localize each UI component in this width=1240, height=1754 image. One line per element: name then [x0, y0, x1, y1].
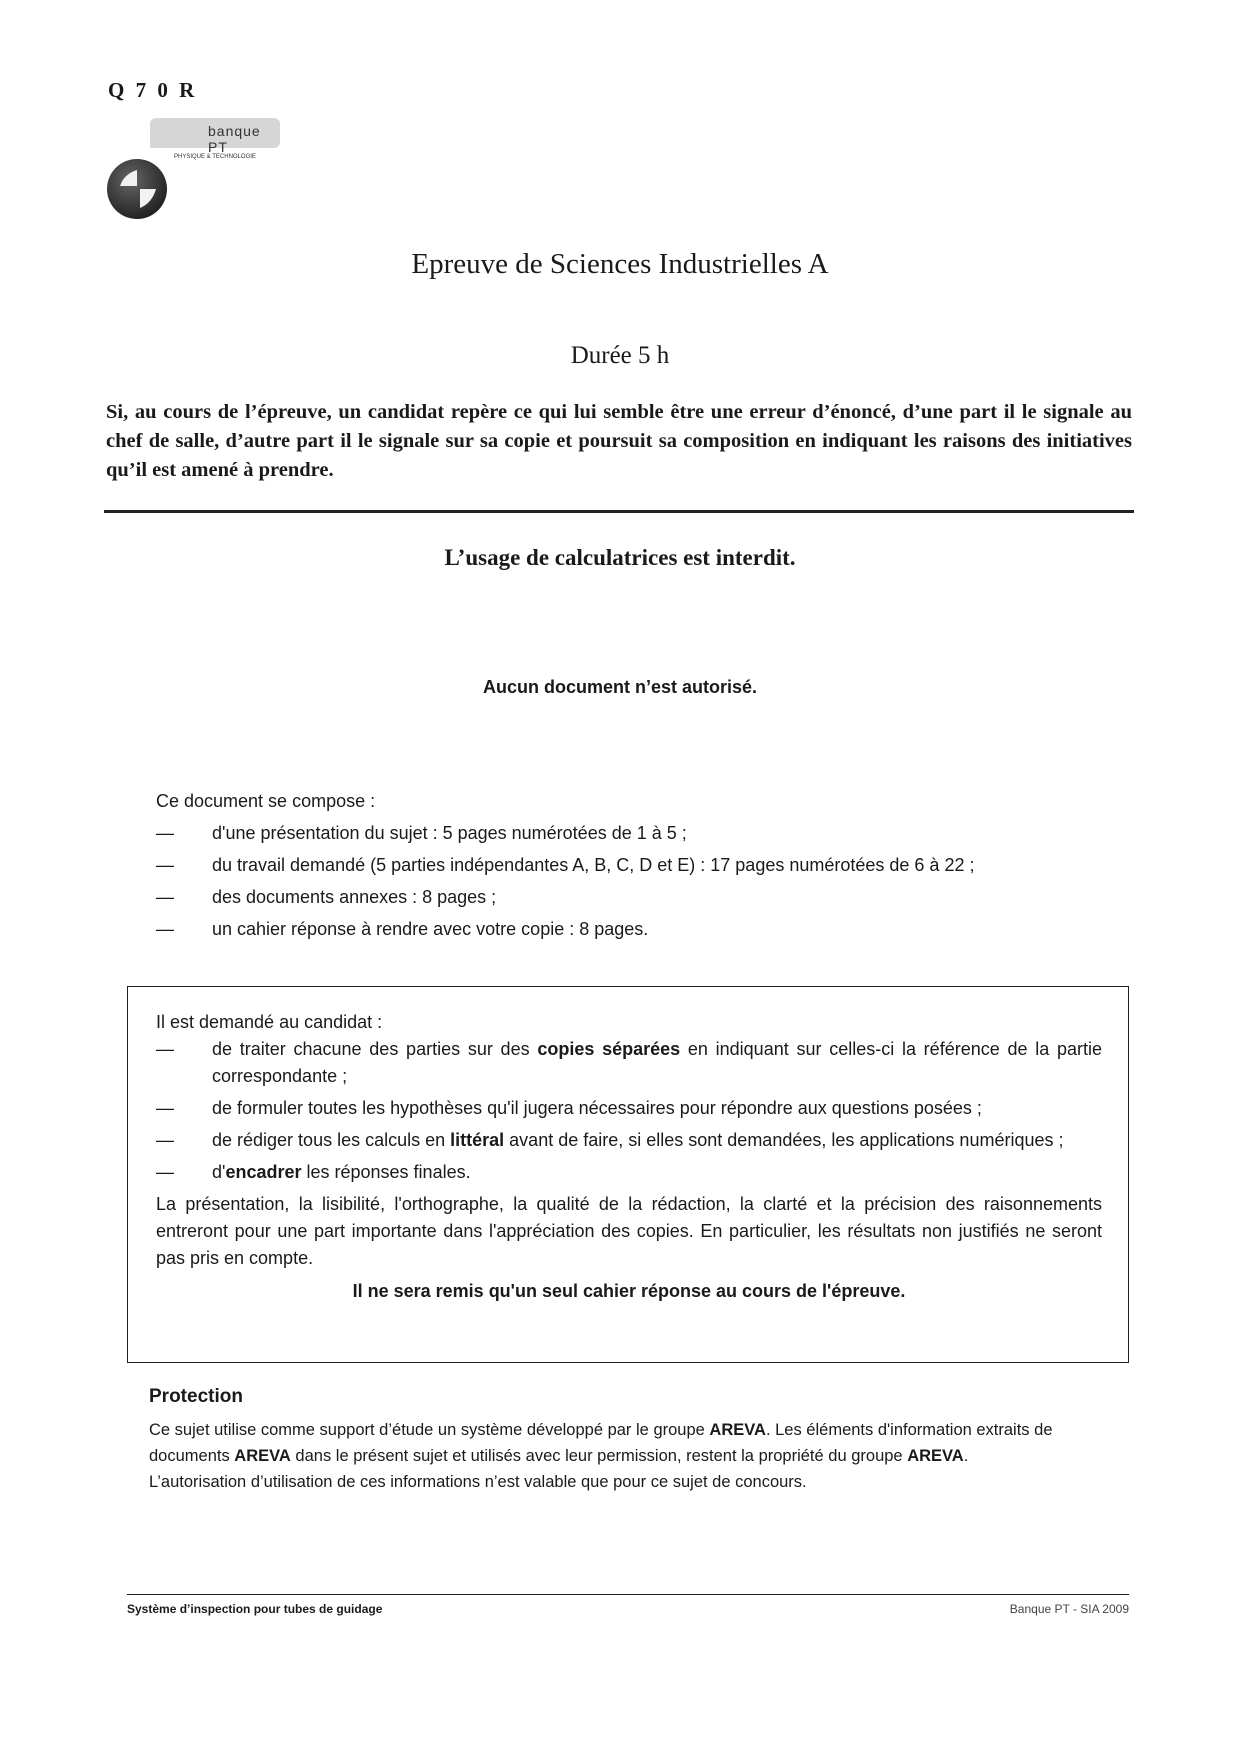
instruction-text [212, 1127, 1102, 1154]
page-title: Epreuve de Sciences Industrielles A [411, 248, 829, 280]
list-item [156, 881, 1116, 913]
text-part: Ce sujet utilise comme support d’étude un système développé par le groupe [149, 1421, 710, 1439]
text-part: en indiquant sur celles-ci la référence de la partie correspondante ; [212, 1039, 1102, 1086]
list-dash: — [156, 919, 174, 939]
list-dash: — [156, 855, 174, 875]
list-dash: — [156, 1098, 174, 1118]
instructions-content [156, 1009, 1102, 1305]
list-dash: — [156, 1162, 174, 1182]
list-dash: — [156, 823, 174, 843]
calculator-notice: L’usage de calculatrices est interdit. [444, 545, 796, 570]
evaluation-paragraph: La présentation, la lisibilité, l'orthographe, la qualité de la rédaction, la clarté et la précision des raisonnements entreront pour une part importante dans l'appréciation des copies. En particulier, les résultats non justifiés ne seront pas pris en compte. [156, 1194, 1102, 1268]
instruction-text: de formuler toutes les hypothèses qu'il jugera nécessaires pour répondre aux questions posées ; [212, 1098, 982, 1118]
logo-badge [150, 118, 280, 155]
text-part: les réponses finales. [301, 1162, 471, 1182]
closing-notice: Il ne sera remis qu'un seul cahier réponse au cours de l'épreuve. [352, 1281, 906, 1301]
text-part: . Les éléments d'information extraits de documents [149, 1421, 1053, 1465]
logo-name: banque PT [208, 123, 261, 155]
error-notice: Si, au cours de l’épreuve, un candidat repère ce qui lui semble être une erreur d’énoncé, d’une part il le signale au chef de salle, d’autre part il le signale sur sa copie et poursuit sa composition en indiquant les raisons des initiatives qu’il est amené à prendre. [106, 401, 1132, 481]
authorization-line: L’autorisation d’utilisation de ces informations n’est valable que pour ce sujet de concours. [149, 1473, 807, 1491]
list-item-text: un cahier réponse à rendre avec votre copie : 8 pages. [212, 919, 649, 939]
instructions-box [127, 986, 1129, 1363]
composition-intro: Ce document se compose : [156, 791, 376, 811]
list-item [156, 849, 1116, 881]
instruction-item [156, 1127, 1102, 1154]
list-item-text: d'une présentation du sujet : 5 pages numérotées de 1 à 5 ; [212, 823, 687, 843]
instructions-intro: Il est demandé au candidat : [156, 1012, 383, 1032]
list-item-text: des documents annexes : 8 pages ; [212, 887, 497, 907]
text-part: dans le présent sujet et utilisés avec leur permission, restent la propriété du groupe [290, 1447, 908, 1465]
exam-duration: Durée 5 h [570, 342, 670, 369]
footer-subject: Système d’inspection pour tubes de guidage [127, 1602, 383, 1616]
logo-subtitle: PHYSIQUE & TECHNOLOGIE [174, 154, 256, 160]
instruction-item [156, 1036, 1102, 1090]
instruction-text [212, 1036, 1102, 1090]
instruction-text [212, 1159, 1102, 1186]
bold-term: encadrer [225, 1162, 302, 1182]
company-name: AREVA [709, 1421, 766, 1439]
list-dash: — [156, 887, 174, 907]
bold-term: copies séparées [537, 1039, 681, 1059]
footer-separator [127, 1594, 1129, 1595]
list-item [156, 817, 1116, 849]
text-part: d' [212, 1162, 226, 1182]
protection-heading: Protection [149, 1386, 243, 1407]
protection-text [149, 1417, 1135, 1495]
text-part: avant de faire, si elles sont demandées, les applications numériques ; [504, 1130, 1064, 1150]
footer-source: Banque PT - SIA 2009 [1009, 1602, 1129, 1616]
composition-list [156, 785, 1116, 945]
banque-pt-logo [104, 118, 284, 220]
logo-emblem-icon [106, 158, 168, 220]
list-item-text: du travail demandé (5 parties indépendantes A, B, C, D et E) : 17 pages numérotées de 6 à 22 ; [212, 855, 975, 875]
subject-code: Q 7 0 R [108, 78, 198, 102]
protection-paragraph [149, 1417, 1135, 1469]
separator-line [104, 510, 1134, 513]
instruction-item [156, 1159, 1102, 1186]
company-name: AREVA [234, 1447, 291, 1465]
list-dash: — [156, 1130, 174, 1150]
text-part: de traiter chacune des parties sur des [212, 1039, 538, 1059]
list-dash: — [156, 1039, 174, 1059]
company-name: AREVA [907, 1447, 964, 1465]
text-part: . [963, 1447, 969, 1465]
list-item [156, 913, 1116, 945]
text-part: de rédiger tous les calculs en [212, 1130, 451, 1150]
bold-term: littéral [450, 1130, 505, 1150]
no-document-notice: Aucun document n’est autorisé. [482, 677, 758, 697]
instruction-item [156, 1095, 1102, 1122]
